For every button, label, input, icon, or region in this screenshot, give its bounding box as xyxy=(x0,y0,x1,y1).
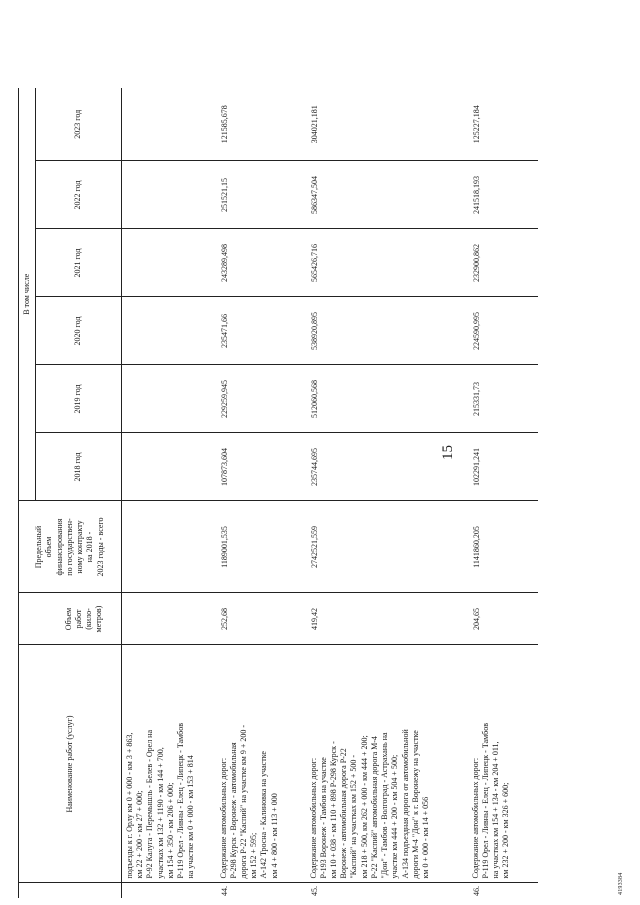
year-2022-cell: 251521,15 xyxy=(216,161,306,229)
year-2020-cell: 235471,66 xyxy=(216,297,306,365)
year-2021-cell: 243289,498 xyxy=(216,229,306,297)
document-id: 4193384 xyxy=(618,872,624,895)
limit-cell: 2742521,559 xyxy=(306,501,468,593)
work-name-cell: Содержание автомобильных дорог: Р-298 Курск - Воронеж - автомобильная дорога Р-22 "Каспий" на участке км 9 + 200 - км 152 + 595; А-142 Тросна - Калиновка на участке км 4 + 800 - км 113 + 000 xyxy=(216,645,306,883)
financing-table xyxy=(18,88,538,898)
limit-cell: 1189001,535 xyxy=(216,501,306,593)
year-2020-cell: 224590,995 xyxy=(468,297,538,365)
row-number: 44. xyxy=(216,883,306,898)
year-2020-cell: 538920,895 xyxy=(306,297,468,365)
table-row xyxy=(468,88,538,898)
page-number: 15 xyxy=(440,445,456,460)
header-limit: Предельный объем финансирования по государствен- ному контракту на 2018 - 2023 годы - всего xyxy=(19,501,122,593)
row-number: 46. xyxy=(468,883,538,898)
year-2018-cell: 107873,604 xyxy=(216,433,306,501)
year-2018-cell: 102291,241 xyxy=(468,433,538,501)
year-2023-cell: 125227,184 xyxy=(471,105,481,144)
header-year-2022: 2022 год xyxy=(36,161,122,229)
volume-cell: 204,65 xyxy=(468,593,538,645)
row-number: 45. xyxy=(306,883,468,898)
year-2019-cell: 229259,945 xyxy=(216,365,306,433)
year-2018-cell: 235744,695 xyxy=(306,433,468,501)
header-year-2021: 2021 год xyxy=(36,229,122,297)
year-2021-cell: 232900,862 xyxy=(468,229,538,297)
work-name-cell: Содержание автомобильных дорог: Р-119 Орел - Ливны - Елец - Липецк - Тамбов на участках км 154 + 134 - км 204 + 011, км 232 + 200 - км 326 + 600; xyxy=(468,645,538,883)
volume-cell: 252,68 xyxy=(216,593,306,645)
year-2023-cell: 304021,181 xyxy=(309,105,319,144)
header-year-2023: 2023 год xyxy=(36,88,122,161)
year-2021-cell: 565426,716 xyxy=(306,229,468,297)
year-2023-cell: 121585,678 xyxy=(219,105,229,144)
work-name-cell: Содержание автомобильных дорог: Р-193 Воронеж - Тамбов на участке км 10 + 038 - км 110 + 898 Р-298 Курск - Воронеж - автомобильная дорога Р-22 "Каспий" на участках км 152 + 500 - км 218 + 500, км 262 + 000 - км 444 + 200; Р-22 "Каспий" автомобильная дорога М-4 "Дон" - Тамбов - Волгоград - Астрахань на участке км 444 + 200 - км 504 + 500; А-134 подъездная дорога от автомобильной дороги М-4 "Дон" к г. Воронежу на участке км 0 + 000 - км 14 + 056 xyxy=(306,645,468,883)
volume-cell: 419,42 xyxy=(306,593,468,645)
year-2022-cell: 241518,193 xyxy=(468,161,538,229)
work-name-cell: подъезды к г. Орлу км 0 + 000 - км 3 + 863, км 22 + 200 - км 27 + 000; Р-92 Калуга - Перемышль - Белев - Орел на участках км 132 + 1190 - км 144 + 700, км 154 + 350 - км 206 + 000; Р-119 Орел - Ливны - Елец - Липецк - Тамбов на участке км 0 + 000 - км 153 + 814 xyxy=(122,645,216,883)
limit-cell: 1141860,205 xyxy=(468,501,538,593)
table-row xyxy=(216,88,306,898)
header-year-2019: 2019 год xyxy=(36,365,122,433)
header-year-2020: 2020 год xyxy=(36,297,122,365)
header-including: В том числе xyxy=(19,88,36,501)
table-row xyxy=(122,88,216,898)
header-volume: Объем работ (кило- метров) xyxy=(19,593,122,645)
header-year-2018: 2018 год xyxy=(36,433,122,501)
table-row xyxy=(306,88,468,898)
year-2019-cell: 215331,73 xyxy=(468,365,538,433)
year-2022-cell: 586347,504 xyxy=(306,161,468,229)
header-name: Наименование работ (услуг) xyxy=(19,645,122,883)
header-row-1 xyxy=(19,88,36,898)
year-2019-cell: 512060,568 xyxy=(306,365,468,433)
